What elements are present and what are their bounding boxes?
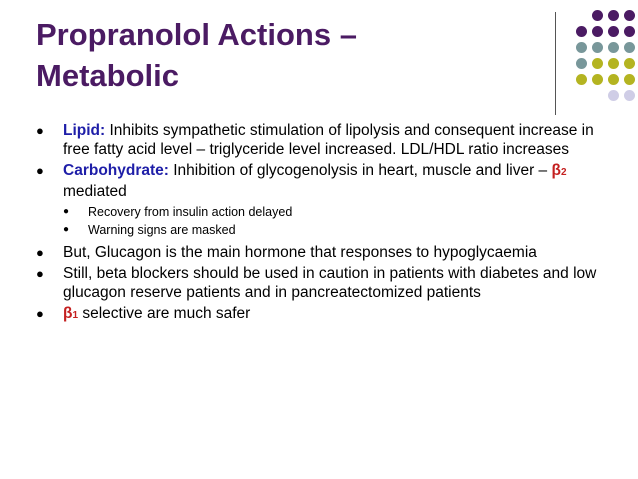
beta1-subscript: 1 (72, 310, 79, 321)
bullet-carbohydrate (36, 161, 606, 201)
bullet-beta1 (36, 304, 606, 325)
decorative-dot (576, 26, 587, 37)
caution-text: Still, beta blockers should be used in caution in patients with diabetes and low glucagon reserve patients and in pancreatectomized patients (63, 265, 597, 301)
decorative-dot (608, 26, 619, 37)
decorative-dot (592, 74, 603, 85)
carbohydrate-mediated: mediated (63, 183, 127, 200)
decorative-dot (592, 58, 603, 69)
beta1-symbol (63, 305, 78, 322)
decorative-dot (576, 74, 587, 85)
beta1-letter: β (63, 305, 73, 322)
decorative-dot (576, 58, 587, 69)
decorative-dot (608, 42, 619, 53)
beta2-symbol (552, 162, 567, 179)
sub-bullet-marker-icon: ● (63, 206, 70, 217)
decorative-dot (608, 74, 619, 85)
lipid-keyword: Lipid: (63, 122, 106, 139)
decorative-dot (624, 90, 635, 101)
bullet-marker-icon: ● (36, 123, 44, 138)
lipid-text: Inhibits sympathetic stimulation of lipolysis and consequent increase in free fatty acid level – triglyceride level increased. LDL/HDL ratio increases (63, 122, 594, 158)
carbohydrate-text: Inhibition of glycogenolysis in heart, muscle and liver – (173, 162, 548, 179)
sub-bullet-text: Warning signs are masked (88, 223, 236, 237)
glucagon-text: But, Glucagon is the main hormone that responses to hypoglycaemia (63, 244, 537, 261)
bullet-marker-icon: ● (36, 306, 44, 321)
sub-bullet-text: Recovery from insulin action delayed (88, 205, 293, 219)
title-line-2: Metabolic (36, 58, 179, 93)
beta2-letter: β (551, 162, 561, 179)
decorative-dot (592, 42, 603, 53)
decorative-dot (608, 58, 619, 69)
decorative-dot (624, 42, 635, 53)
bullet-lipid (36, 121, 606, 159)
sub-bullet-marker-icon: ● (63, 224, 70, 235)
decorative-dot (624, 26, 635, 37)
decorative-dot (592, 10, 603, 21)
sub-bullet-recovery (36, 203, 606, 221)
bullet-glucagon (36, 243, 606, 262)
beta1-text: selective are much safer (82, 305, 251, 322)
decorative-dot (608, 90, 619, 101)
sub-bullet-warning (36, 221, 606, 239)
decorative-dot (592, 26, 603, 37)
bullet-marker-icon: ● (36, 266, 44, 281)
beta2-subscript: 2 (560, 167, 567, 178)
bullet-marker-icon: ● (36, 163, 44, 178)
bullet-caution (36, 264, 606, 302)
decorative-dot (576, 42, 587, 53)
title-line-1: Propranolol Actions – (36, 17, 357, 52)
bullet-marker-icon: ● (36, 245, 44, 260)
decorative-dot (624, 10, 635, 21)
decorative-dot (624, 74, 635, 85)
decorative-dot (624, 58, 635, 69)
carbohydrate-keyword: Carbohydrate: (63, 162, 169, 179)
decorative-dot (608, 10, 619, 21)
bullet-list (36, 121, 606, 327)
